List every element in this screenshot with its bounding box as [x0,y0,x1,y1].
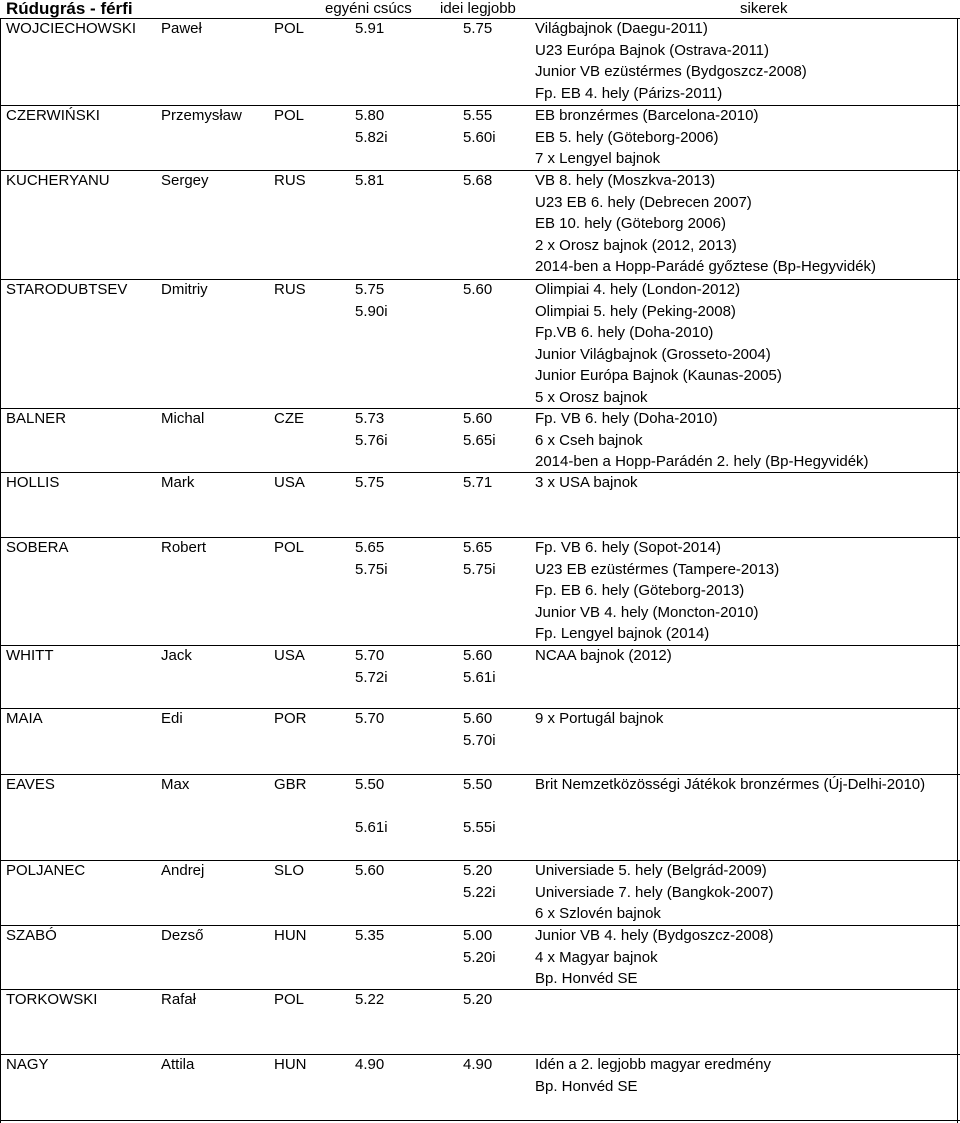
athlete-first-name: Attila [161,1056,195,1073]
athlete-last-name: STARODUBTSEV [6,281,128,298]
athlete-first-name: Edi [161,710,183,727]
athlete-first-name: Mark [161,474,195,491]
personal-best: 5.60 [355,862,385,879]
athlete-nationality: CZE [274,410,304,427]
achievement-line: Bp. Honvéd SE [535,970,638,988]
personal-best: 5.81 [355,172,385,189]
athlete-nationality: POL [274,539,305,556]
personal-best: 4.90 [355,1056,385,1073]
athlete-last-name: NAGY [6,1056,49,1073]
achievement-line: EB bronzérmes (Barcelona-2010) [535,107,759,124]
personal-best: 5.75 [355,474,385,491]
achievement-line: 6 x Cseh bajnok [535,431,643,449]
bottom-border [0,1120,960,1121]
personal-best: 5.90i [355,302,388,320]
season-best: 5.20 [463,991,493,1008]
achievement-line: Fp.VB 6. hely (Doha-2010) [535,324,714,342]
athlete-nationality: USA [274,647,305,664]
achievement-line: 5 x Orosz bajnok [535,389,648,406]
achievement-line: EB 5. hely (Göteborg-2006) [535,128,719,146]
achievement-line: Junior VB 4. hely (Bydgoszcz-2008) [535,927,774,944]
athlete-nationality: HUN [274,1056,307,1073]
athlete-last-name: WOJCIECHOWSKI [6,20,136,37]
athlete-first-name: Jack [161,647,192,664]
achievement-line: Olimpiai 5. hely (Peking-2008) [535,302,736,320]
personal-best: 5.35 [355,927,385,944]
season-best: 5.71 [463,474,493,491]
athlete-nationality: USA [274,474,305,491]
achievement-line: U23 EB ezüstérmes (Tampere-2013) [535,560,780,578]
season-best: 4.90 [463,1056,493,1073]
personal-best: 5.22 [355,991,385,1008]
header-row [0,0,960,19]
season-best: 5.75 [463,20,493,37]
athlete-first-name: Dezső [161,927,204,944]
athlete-last-name: HOLLIS [6,474,60,491]
personal-best: 5.70 [355,647,385,664]
personal-best: 5.72i [355,668,388,686]
achievement-line: Brit Nemzetközösségi Játékok bronzérmes (Új-Delhi-2010) [535,776,926,793]
achievement-line: Junior Európa Bajnok (Kaunas-2005) [535,367,782,385]
achievement-line: 2014-ben a Hopp-Parádé győztese (Bp-Hegyvidék) [535,258,877,276]
athlete-nationality: HUN [274,927,307,944]
athlete-first-name: Rafał [161,991,197,1008]
achievement-line: 7 x Lengyel bajnok [535,150,661,168]
achievement-line: EB 10. hely (Göteborg 2006) [535,215,726,233]
athlete-last-name: SOBERA [6,539,69,556]
season-best: 5.20i [463,948,496,966]
athlete-first-name: Paweł [161,20,202,37]
season-best: 5.00 [463,927,493,944]
achievement-line: 6 x Szlovén bajnok [535,905,661,923]
achievement-line: U23 Európa Bajnok (Ostrava-2011) [535,41,770,59]
personal-best: 5.75i [355,560,388,578]
athlete-nationality: GBR [274,776,307,793]
athlete-first-name: Sergey [161,172,209,189]
achievement-line: 2 x Orosz bajnok (2012, 2013) [535,236,737,254]
athlete-first-name: Robert [161,539,207,556]
season-best: 5.60 [463,281,493,298]
achievement-line: Fp. VB 6. hely (Doha-2010) [535,410,718,427]
achievement-line: Junior VB ezüstérmes (Bydgoszcz-2008) [535,63,807,81]
athlete-first-name: Andrej [161,862,205,879]
athlete-last-name: EAVES [6,776,55,793]
season-best: 5.60 [463,710,493,727]
season-best: 5.70i [463,731,496,749]
achievement-line: Idén a 2. legjobb magyar eredmény [535,1056,771,1073]
personal-best: 5.80 [355,107,385,124]
personal-best: 5.70 [355,710,385,727]
athlete-last-name: POLJANEC [6,862,86,879]
achievement-line: Junior Világbajnok (Grosseto-2004) [535,345,771,363]
athlete-first-name: Przemysław [161,107,242,124]
athlete-last-name: WHITT [6,647,54,664]
achievement-line: 3 x USA bajnok [535,474,638,491]
achievement-line: Világbajnok (Daegu-2011) [535,20,708,37]
personal-best: 5.50 [355,776,385,793]
athlete-last-name: BALNER [6,410,67,427]
achievement-line: Bp. Honvéd SE [535,1077,638,1095]
achievement-line: 2014-ben a Hopp-Parádén 2. hely (Bp-Hegyvidék) [535,453,869,471]
athlete-last-name: TORKOWSKI [6,991,98,1008]
left-border [0,18,1,1123]
athlete-first-name: Dmitriy [161,281,208,298]
athlete-first-name: Max [161,776,190,793]
season-best: 5.68 [463,172,493,189]
achievement-line: VB 8. hely (Moszkva-2013) [535,172,716,189]
athlete-first-name: Michal [161,410,205,427]
achievement-line: Fp. EB 4. hely (Párizs-2011) [535,84,723,102]
athlete-nationality: POL [274,991,305,1008]
achievement-line: Universiade 5. hely (Belgrád-2009) [535,862,767,879]
achievement-line: U23 EB 6. hely (Debrecen 2007) [535,193,752,211]
season-best: 5.60 [463,410,493,427]
achievement-line: 9 x Portugál bajnok [535,710,664,727]
athlete-last-name: KUCHERYANU [6,172,110,189]
season-best: 5.61i [463,668,496,686]
season-best: 5.60i [463,128,496,146]
achievement-line: 4 x Magyar bajnok [535,948,658,966]
achievement-line: Fp. EB 6. hely (Göteborg-2013) [535,582,745,600]
column-header-season-best: idei legjobb [440,0,516,17]
season-best-indoor: 5.55i [463,819,496,836]
season-best: 5.60 [463,647,493,664]
season-best: 5.50 [463,776,493,793]
athlete-last-name: SZABÓ [6,927,57,944]
athlete-nationality: POL [274,20,305,37]
achievement-line: Universiade 7. hely (Bangkok-2007) [535,883,774,901]
personal-best-indoor: 5.61i [355,819,388,836]
season-best: 5.65i [463,431,496,449]
personal-best: 5.82i [355,128,388,146]
athlete-nationality: RUS [274,172,306,189]
personal-best: 5.73 [355,410,385,427]
achievement-line: Olimpiai 4. hely (London-2012) [535,281,741,298]
athlete-last-name: MAIA [6,710,43,727]
personal-best: 5.76i [355,431,388,449]
achievement-line: Fp. Lengyel bajnok (2014) [535,625,710,643]
season-best: 5.55 [463,107,493,124]
column-header-achievements: sikerek [740,0,788,17]
achievement-line: Junior VB 4. hely (Moncton-2010) [535,603,759,621]
season-best: 5.20 [463,862,493,879]
athlete-nationality: RUS [274,281,306,298]
season-best: 5.75i [463,560,496,578]
athlete-last-name: CZERWIŃSKI [6,107,100,124]
column-header-personal-best: egyéni csúcs [325,0,412,17]
athlete-nationality: POR [274,710,307,727]
athlete-nationality: POL [274,107,305,124]
personal-best: 5.65 [355,539,385,556]
season-best: 5.22i [463,883,496,901]
achievement-line: NCAA bajnok (2012) [535,647,672,664]
achievement-line: Fp. VB 6. hely (Sopot-2014) [535,539,721,556]
athlete-nationality: SLO [274,862,305,879]
personal-best: 5.91 [355,20,385,37]
sheet-title: Rúdugrás - férfi [6,0,133,18]
season-best: 5.65 [463,539,493,556]
right-border [957,18,958,1123]
personal-best: 5.75 [355,281,385,298]
